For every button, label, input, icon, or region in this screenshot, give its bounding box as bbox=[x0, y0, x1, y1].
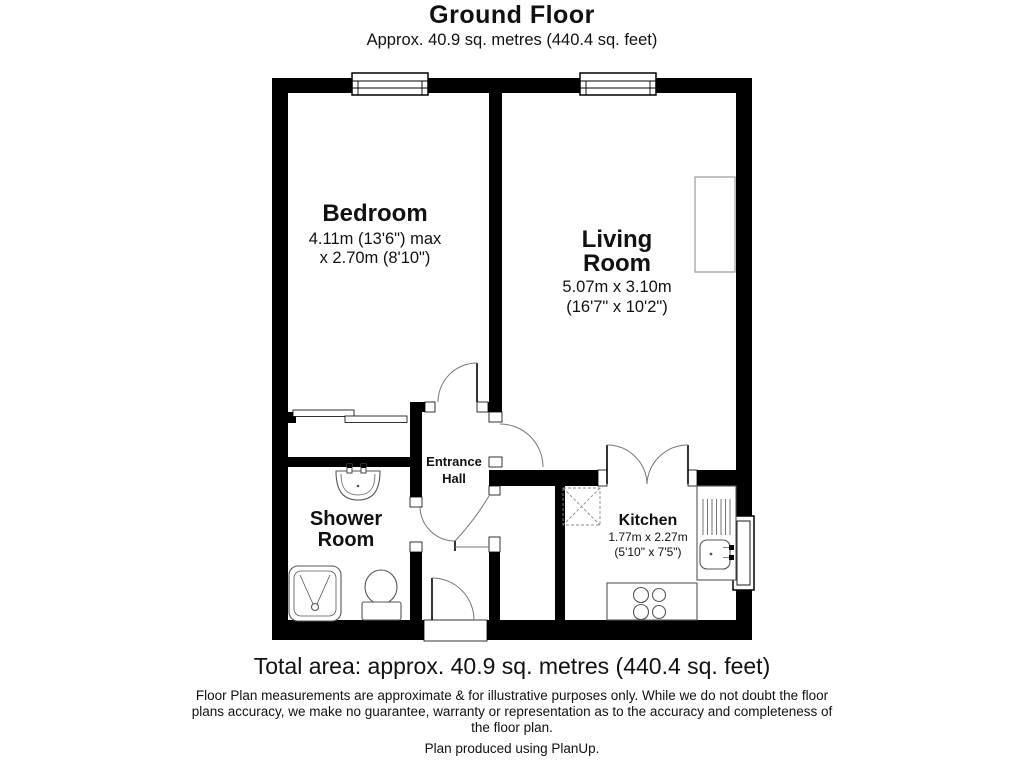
wall-kitchen-vertical bbox=[555, 486, 565, 620]
kitchen-counter-bottom bbox=[607, 583, 697, 620]
bedroom-door bbox=[438, 363, 477, 402]
living-room-dimensions-imperial: (16'7" x 10'2") bbox=[566, 298, 668, 316]
kitchen-dimensions-imperial: (5'10" x 7'5") bbox=[614, 545, 682, 559]
windows bbox=[352, 73, 754, 590]
jamb bbox=[489, 457, 502, 467]
shower-tray bbox=[289, 566, 341, 621]
sliding-panel bbox=[345, 416, 407, 423]
kitchen-dimensions: 1.77m x 2.27m bbox=[608, 530, 688, 544]
bedroom-label: Bedroom bbox=[322, 200, 428, 227]
bedroom-dimensions: 4.11m (13'6") max bbox=[308, 230, 442, 248]
sliding-panel bbox=[293, 410, 354, 417]
page-title: Ground Floor bbox=[429, 1, 595, 29]
front-door bbox=[432, 578, 474, 620]
disclaimer-line: the floor plan. bbox=[471, 720, 553, 735]
wall-bedroom-living-divider bbox=[489, 93, 502, 402]
jamb bbox=[489, 537, 500, 552]
toilet bbox=[362, 570, 401, 620]
wardrobe-sliding-doors bbox=[293, 410, 407, 423]
credit-line: Plan produced using PlanUp. bbox=[424, 741, 600, 756]
jamb bbox=[425, 402, 435, 412]
shower-room-label-2: Room bbox=[317, 529, 375, 551]
storage-box bbox=[563, 488, 600, 525]
total-area-text: Total area: approx. 40.9 sq. metres (440.4 sq. feet) bbox=[253, 653, 771, 679]
wall-cupboard bbox=[489, 552, 500, 620]
front-door-threshold bbox=[424, 620, 487, 641]
disclaimer-line: Floor Plan measurements are approximate & for illustrative purposes only. While we do not doubt the floor bbox=[195, 688, 829, 703]
living-room-door bbox=[500, 424, 543, 467]
bedroom-dimensions-2: x 2.70m (8'10") bbox=[319, 249, 431, 267]
jamb bbox=[410, 497, 422, 507]
page-subtitle: Approx. 40.9 sq. metres (440.4 sq. feet) bbox=[366, 31, 658, 49]
living-room-label-2: Room bbox=[583, 250, 651, 277]
entrance-hall-label-1: Entrance bbox=[426, 454, 482, 469]
bedroom-window bbox=[352, 73, 428, 95]
wall-left bbox=[272, 78, 288, 640]
jamb bbox=[598, 470, 607, 486]
basin bbox=[336, 464, 380, 500]
shower-room-door bbox=[420, 506, 455, 551]
entrance-hall-label-2: Hall bbox=[442, 471, 466, 486]
jamb bbox=[489, 486, 500, 495]
wall-bedroom-hall-right bbox=[488, 402, 502, 412]
jamb bbox=[477, 402, 488, 412]
disclaimer-line: plans accuracy, we make no guarantee, warranty or representation as to the accuracy and completeness of bbox=[191, 704, 833, 719]
living-room-label-1: Living bbox=[581, 226, 653, 253]
living-room-window bbox=[580, 73, 656, 95]
wall-hall-kitchen-right bbox=[697, 470, 736, 486]
wall-bottom bbox=[272, 620, 752, 640]
kitchen-double-doors bbox=[607, 445, 688, 484]
kitchen-label: Kitchen bbox=[618, 512, 678, 529]
wall-hall-kitchen-left bbox=[489, 470, 598, 486]
cupboard-door bbox=[455, 496, 489, 547]
jamb bbox=[410, 542, 422, 552]
kitchen-sink bbox=[700, 540, 734, 569]
wall-top bbox=[272, 78, 752, 93]
disclaimer bbox=[0, 688, 1024, 757]
doors bbox=[420, 363, 688, 620]
jamb bbox=[489, 412, 502, 422]
living-room-dimensions: 5.07m x 3.10m bbox=[562, 278, 672, 296]
shower-room-label-1: Shower bbox=[309, 508, 383, 530]
living-room-furniture bbox=[695, 177, 735, 272]
wall-shower-hall-upper bbox=[410, 402, 422, 497]
jamb bbox=[688, 470, 697, 486]
wall-shower-hall-lower bbox=[410, 552, 422, 620]
